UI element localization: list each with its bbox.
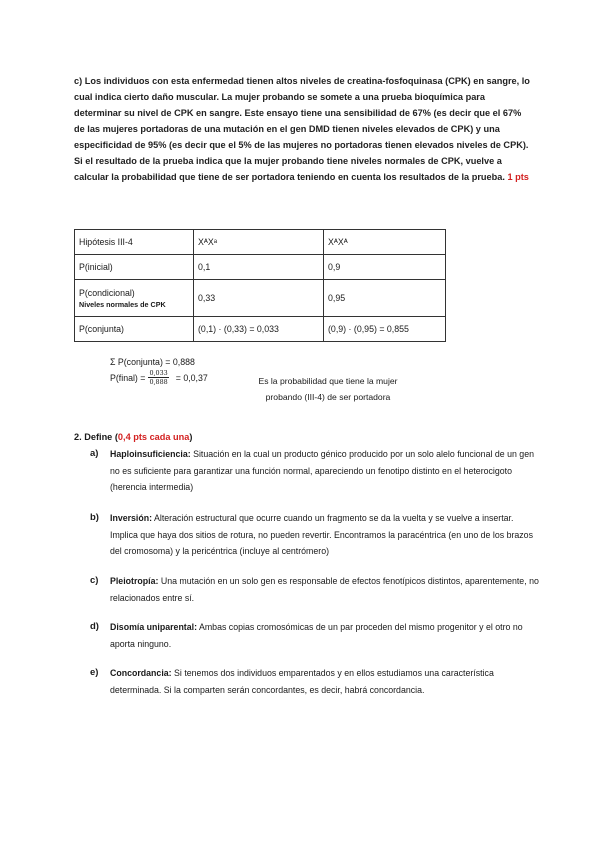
- pfinal-fraction: [148, 369, 168, 386]
- definition-body: [110, 446, 540, 496]
- definition-item: [90, 573, 540, 606]
- pfinal-result: = 0,0,37: [175, 372, 208, 383]
- table-row: [75, 280, 446, 317]
- definition-letter: a): [90, 448, 99, 459]
- question-c-paragraph: [74, 73, 532, 185]
- definition-text: Situación en la cual un producto génico producido por un solo alelo funcional de un gen no es suficiente para garantizar una función normal, apareciendo un fenotipo distinto en el heterocigoto (herencia intermedia): [110, 449, 534, 492]
- pfinal-label: P(final) =: [110, 372, 146, 383]
- row-label: P(conjunta): [75, 317, 194, 342]
- definition-term: Inversión:: [110, 513, 153, 523]
- section-2-points: 0,4 pts cada una: [117, 432, 190, 442]
- definition-text: Una mutación en un solo gen es responsable de efectos fenotípicos distintos, aparentemente, no relacionados entre sí.: [110, 576, 539, 603]
- definition-letter: b): [90, 512, 99, 523]
- header-noncarrier: XᴬXᴬ: [324, 230, 446, 255]
- definition-body: [110, 573, 540, 606]
- row-value-carrier: 0,33: [194, 280, 324, 317]
- definition-term: Pleiotropía:: [110, 576, 159, 586]
- definition-text: Ambas copias cromosómicas de un par proceden del mismo progenitor y el otro no aporta ninguno.: [110, 622, 523, 649]
- fraction-denominator: 0,888: [149, 378, 168, 386]
- row-value-noncarrier: (0,9) · (0,95) = 0,855: [324, 317, 446, 342]
- table-row: [75, 317, 446, 342]
- table-row: [75, 255, 446, 280]
- header-hypothesis: Hipótesis III-4: [75, 230, 194, 255]
- definition-letter: d): [90, 621, 99, 632]
- conclusion-line-1: Es la probabilidad que tiene la mujer: [258, 376, 398, 386]
- question-c-text: c) Los individuos con esta enfermedad tienen altos niveles de creatina-fosfoquinasa (CPK) en sangre, lo cual indica cierto daño muscular. La mujer probando se somete a una prueba bioquímica para determinar su nivel de CPK en sangre. Este ensayo tiene una sensibilidad de 67% (es decir que el 67% de las mujeres portadoras de una mutación en el gen DMD tienen niveles elevados de CPK) y una especificidad de 95% (es decir que el 5% de las mujeres no portadoras tienen elevados niveles de CPK). Si el resultado de la prueba indica que la mujer probando tiene niveles normales de CPK, vuelve a calcular la probabilidad que tiene de ser portadora teniendo en cuenta los resultados de la prueba.: [74, 76, 530, 182]
- sum-joint-probability: Σ P(conjunta) = 0,888: [110, 357, 195, 367]
- definition-item: [90, 446, 540, 496]
- row-label: P(condicional): [79, 287, 135, 298]
- conclusion-text: [228, 373, 428, 405]
- conclusion-line-2: probando (III-4) de ser portadora: [265, 392, 391, 402]
- definition-term: Concordancia:: [110, 668, 172, 678]
- question-c-points: 1 pts: [507, 172, 529, 182]
- section-2-title: 2. Define (: [74, 432, 118, 442]
- definition-letter: e): [90, 667, 99, 678]
- row-value-noncarrier: 0,95: [324, 280, 446, 317]
- row-label-cell: [75, 280, 194, 317]
- definition-text: Si tenemos dos individuos emparentados y en ellos estudiamos una característica determinada. Si la comparten serán concordantes, es decir, habrá concordancia.: [110, 668, 494, 695]
- definition-term: Disomía uniparental:: [110, 622, 198, 632]
- definition-item: [90, 510, 540, 560]
- definition-body: [110, 665, 540, 698]
- row-label: P(inicial): [75, 255, 194, 280]
- row-sublabel: Niveles normales de CPK: [79, 299, 166, 309]
- probability-table: [74, 229, 446, 342]
- table-header-row: [75, 230, 446, 255]
- definition-term: Haploinsuficiencia:: [110, 449, 191, 459]
- header-carrier: XᴬXᵃ: [194, 230, 324, 255]
- definition-body: [110, 619, 540, 652]
- definition-text: Alteración estructural que ocurre cuando un fragmento se da la vuelta y se vuelve a insertar. Implica que haya dos sitios de rotura, no pueden revertir. Encontramos la paracéntrica (en uno de los brazos del cromosoma) y la pericéntrica (incluye al centrómero): [110, 513, 533, 556]
- definition-body: [110, 510, 540, 560]
- final-probability-formula: [110, 369, 208, 386]
- definition-item: [90, 619, 540, 652]
- definition-letter: c): [90, 575, 99, 586]
- row-value-carrier: 0,1: [194, 255, 324, 280]
- fraction-numerator: 0,033: [149, 369, 168, 377]
- definition-item: [90, 665, 540, 698]
- row-value-noncarrier: 0,9: [324, 255, 446, 280]
- row-value-carrier: (0,1) · (0,33) = 0,033: [194, 317, 324, 342]
- section-2-close: ): [189, 432, 193, 442]
- section-2-heading: [74, 432, 192, 442]
